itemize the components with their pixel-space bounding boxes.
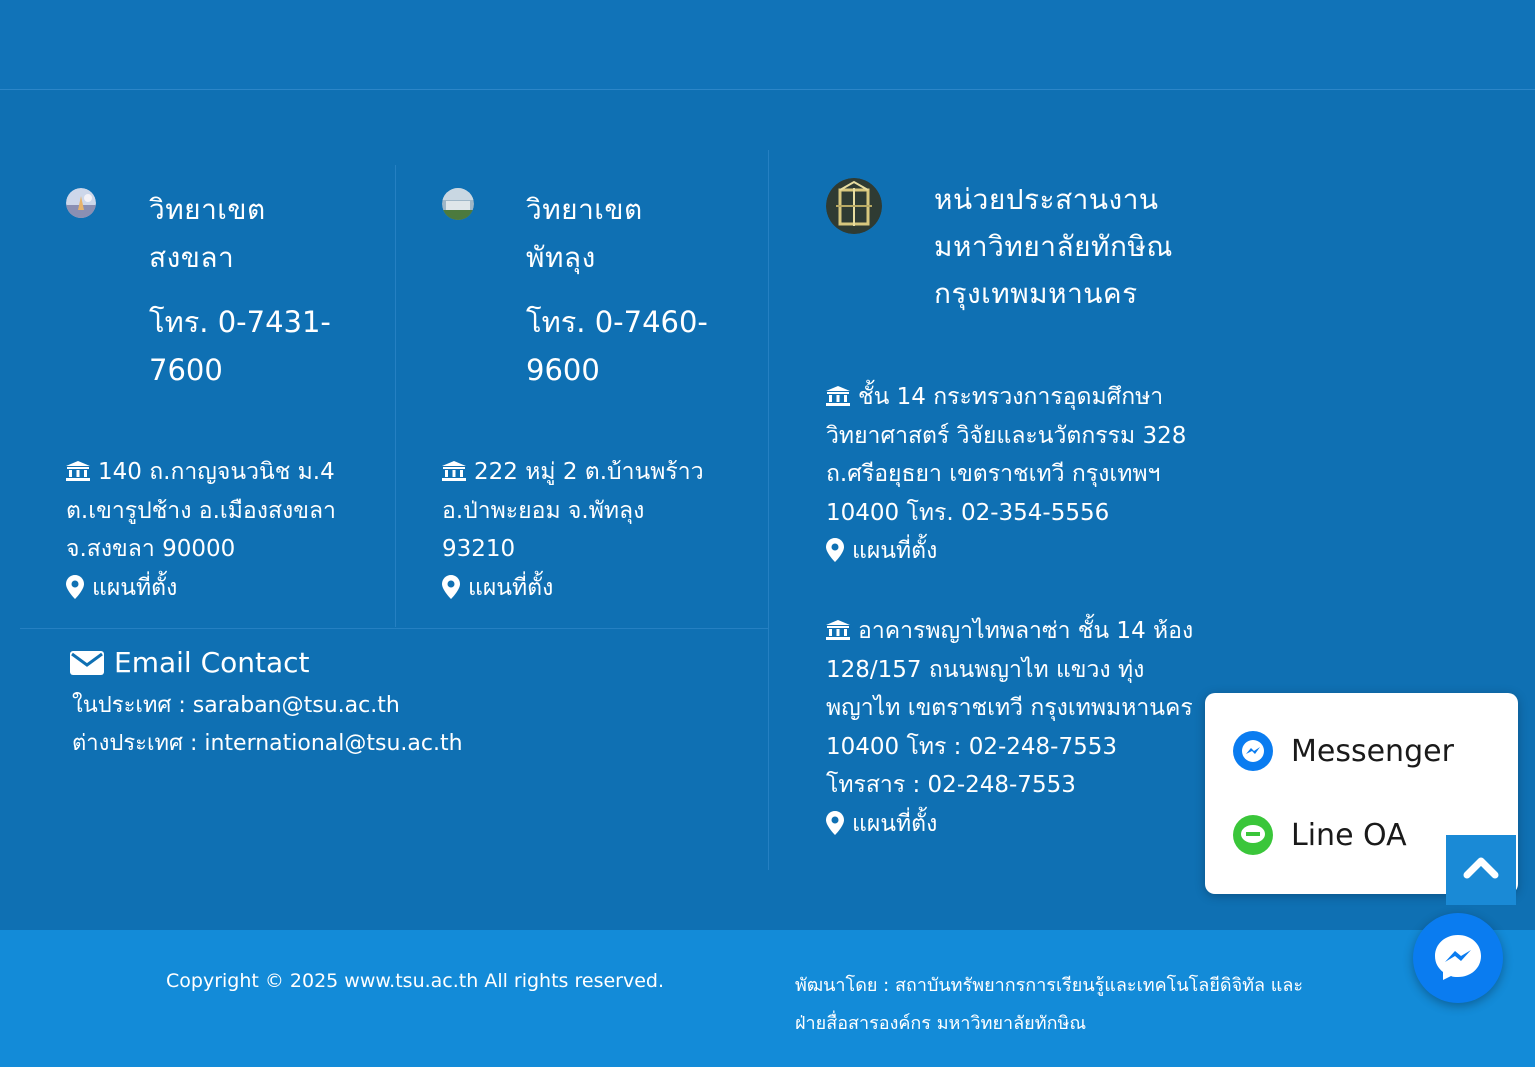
email-domestic[interactable]: ในประเทศ : saraban@tsu.ac.th bbox=[72, 693, 400, 718]
building-icon bbox=[66, 455, 90, 475]
chevron-up-icon bbox=[1446, 835, 1516, 905]
developer-credit: พัฒนาโดย : สถาบันทรัพยากรการเรียนรู้และเทคโนโลยีดิจิทัล และ ฝ่ายสื่อสารองค์กร มหาวิทยาลัยทักษิณ bbox=[795, 975, 1304, 1034]
map-pin-icon bbox=[66, 573, 84, 597]
map-link-songkhla[interactable]: แผนที่ตั้ง bbox=[66, 569, 336, 608]
office-address-2: อาคารพญาไทพลาซ่า ชั้น 14 ห้อง 128/157 ถนนพญาไท แขวง ทุ่ง พญาไท เขตราชเทวี กรุงเทพมหานคร 10400 โทร : 02-248-7553 โทรสาร : 02-248-7553 แผนที่ตั้ง bbox=[826, 612, 1193, 843]
office-title: หน่วยประสานงาน มหาวิทยาลัยทักษิณ กรุงเทพมหานคร bbox=[934, 183, 1173, 310]
messenger-option[interactable]: Messenger bbox=[1233, 729, 1454, 773]
map-link-bangkok-1[interactable]: แผนที่ตั้ง bbox=[826, 532, 1186, 571]
line-icon bbox=[1233, 815, 1273, 855]
top-band bbox=[0, 0, 1535, 90]
row-divider bbox=[20, 628, 768, 629]
campus-phone: โทร. 0-7431- 7600 bbox=[149, 305, 331, 387]
scroll-to-top-button[interactable] bbox=[1446, 835, 1516, 905]
campus-title: วิทยาเขต พัทลุง bbox=[526, 193, 643, 274]
bangkok-office-logo bbox=[826, 178, 882, 234]
column-divider bbox=[395, 165, 396, 627]
map-link-phatthalung[interactable]: แผนที่ตั้ง bbox=[442, 569, 704, 608]
map-pin-icon bbox=[442, 573, 460, 597]
campus-address: 222 หมู่ 2 ต.บ้านพร้าว อ.ป่าพะยอม จ.พัทลุง 93210 แผนที่ตั้ง bbox=[442, 453, 704, 607]
building-icon bbox=[826, 380, 850, 400]
map-link-bangkok-2[interactable]: แผนที่ตั้ง bbox=[826, 805, 1193, 844]
email-contact-heading: Email Contact bbox=[70, 645, 310, 681]
campus-title: วิทยาเขต สงขลา bbox=[149, 193, 266, 274]
map-pin-icon bbox=[826, 809, 844, 833]
campus-phone: โทร. 0-7460- 9600 bbox=[526, 305, 708, 387]
phatthalung-campus-logo bbox=[442, 188, 474, 220]
messenger-chat-button[interactable] bbox=[1413, 913, 1503, 1003]
envelope-icon bbox=[70, 648, 104, 672]
column-divider bbox=[768, 150, 769, 870]
campus-address: 140 ถ.กาญจนวนิช ม.4 ต.เขารูปช้าง อ.เมืองสงขลา จ.สงขลา 90000 แผนที่ตั้ง bbox=[66, 453, 336, 607]
songkhla-campus-logo bbox=[66, 188, 96, 218]
line-oa-option[interactable]: Line OA bbox=[1233, 813, 1407, 857]
building-icon bbox=[442, 455, 466, 475]
messenger-icon bbox=[1413, 913, 1503, 1003]
email-international[interactable]: ต่างประเทศ : international@tsu.ac.th bbox=[72, 731, 463, 756]
copyright-text: Copyright © 2025 www.tsu.ac.th All rights reserved. bbox=[166, 970, 665, 992]
building-icon bbox=[826, 614, 850, 634]
messenger-icon bbox=[1233, 731, 1273, 771]
office-address-1: ชั้น 14 กระทรวงการอุดมศึกษา วิทยาศาสตร์ วิจัยและนวัตกรรม 328 ถ.ศรีอยุธยา เขตราชเทวี กรุงเทพฯ 10400 โทร. 02-354-5556 แผนที่ตั้ง bbox=[826, 378, 1186, 571]
map-pin-icon bbox=[826, 536, 844, 560]
